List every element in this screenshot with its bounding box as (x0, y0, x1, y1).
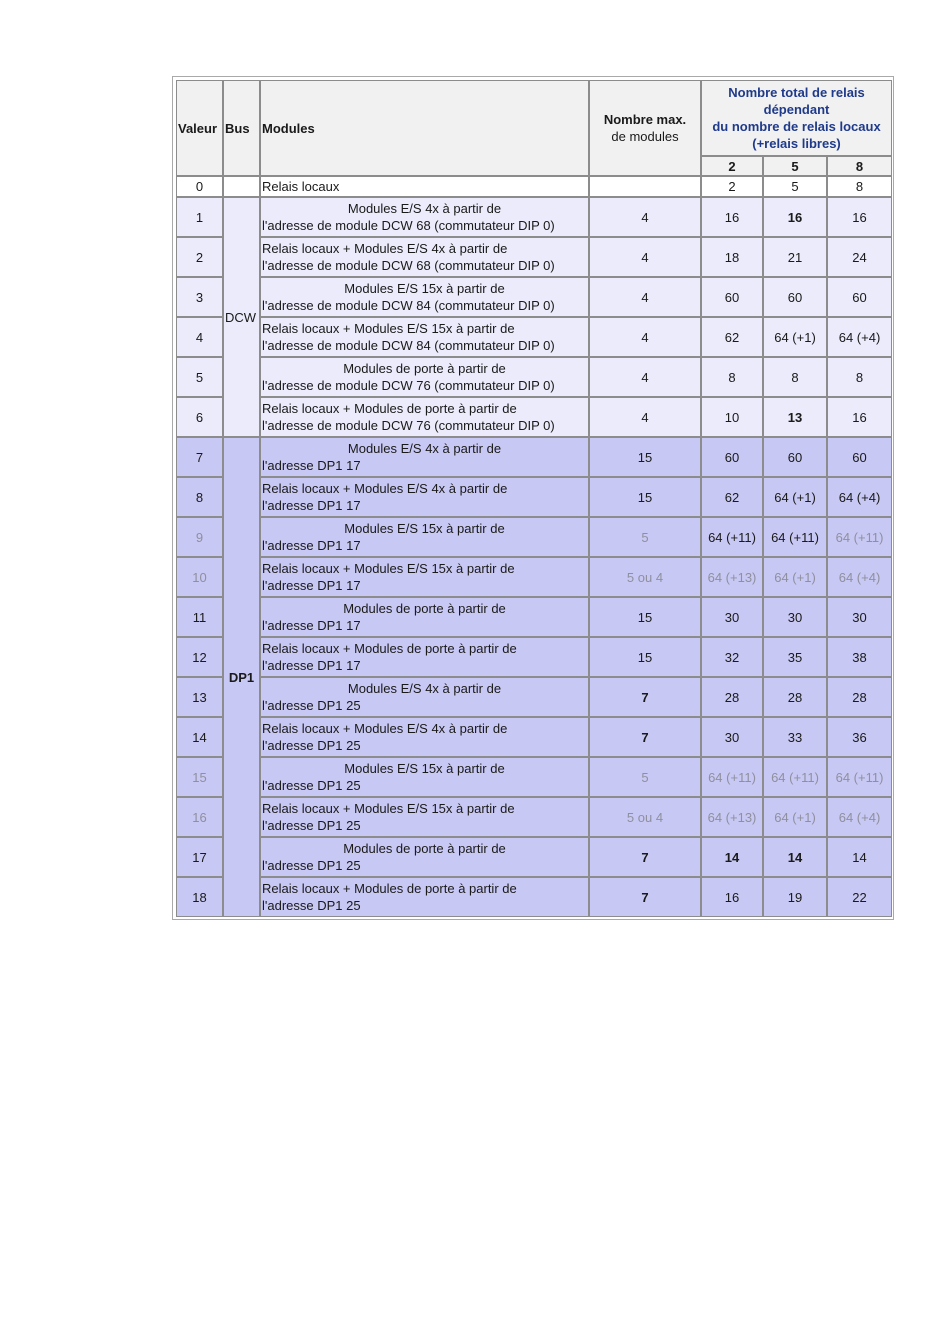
cell-valeur: 12 (176, 637, 223, 677)
header-sub-8: 8 (827, 156, 892, 176)
cell-v5: 21 (763, 237, 827, 277)
cell-v5: 16 (763, 197, 827, 237)
table-row (176, 837, 892, 877)
table-row (176, 597, 892, 637)
cell-v8: 64 (+4) (827, 797, 892, 837)
cell-v5: 64 (+11) (763, 517, 827, 557)
cell-v2: 60 (701, 437, 763, 477)
cell-modules (260, 317, 589, 357)
module-line1: Modules E/S 4x à partir de (347, 681, 502, 696)
header-max-line1: Nombre max. (603, 112, 687, 127)
module-line1: Relais locaux + Modules de porte à partir de (262, 401, 517, 416)
table-row (176, 557, 892, 597)
cell-valeur: 13 (176, 677, 223, 717)
cell-v8: 14 (827, 837, 892, 877)
cell-valeur: 11 (176, 597, 223, 637)
table-row (176, 877, 892, 917)
cell-modules (260, 437, 589, 477)
cell-modules (260, 277, 589, 317)
header-total-line4: (+relais libres) (752, 136, 841, 151)
cell-valeur: 8 (176, 477, 223, 517)
cell-v5: 33 (763, 717, 827, 757)
header-total-line2: dépendant (763, 102, 830, 117)
module-line1: Relais locaux + Modules E/S 15x à partir de (262, 561, 515, 576)
cell-v2: 10 (701, 397, 763, 437)
cell-v5: 19 (763, 877, 827, 917)
module-line2: l'adresse DP1 17 (262, 458, 361, 473)
cell-bus (223, 176, 260, 197)
cell-v5: 60 (763, 437, 827, 477)
table-row (176, 277, 892, 317)
cell-valeur: 14 (176, 717, 223, 757)
module-line1: Modules de porte à partir de (343, 841, 506, 856)
cell-max: 4 (589, 357, 701, 397)
cell-modules (260, 477, 589, 517)
cell-v8: 64 (+4) (827, 557, 892, 597)
header-bus: Bus (223, 80, 260, 176)
cell-v8: 64 (+11) (827, 517, 892, 557)
header-modules: Modules (260, 80, 589, 176)
cell-valeur: 18 (176, 877, 223, 917)
cell-v5: 13 (763, 397, 827, 437)
table-row (176, 357, 892, 397)
cell-v2: 64 (+11) (701, 757, 763, 797)
cell-v5: 64 (+1) (763, 477, 827, 517)
table-row (176, 797, 892, 837)
module-line1: Modules E/S 4x à partir de (347, 441, 502, 456)
cell-modules (260, 837, 589, 877)
module-line2: l'adresse de module DCW 84 (commutateur DIP 0) (262, 298, 555, 313)
cell-modules (260, 757, 589, 797)
module-line2: l'adresse DP1 17 (262, 498, 361, 513)
cell-max: 7 (589, 877, 701, 917)
cell-modules (260, 197, 589, 237)
module-line2: l'adresse DP1 25 (262, 858, 361, 873)
table-row (176, 397, 892, 437)
cell-modules (260, 717, 589, 757)
cell-v8: 16 (827, 197, 892, 237)
header-sub-2: 2 (701, 156, 763, 176)
cell-max: 4 (589, 197, 701, 237)
cell-valeur: 17 (176, 837, 223, 877)
cell-v2: 30 (701, 717, 763, 757)
module-line1: Modules E/S 15x à partir de (344, 281, 505, 296)
cell-v5: 28 (763, 677, 827, 717)
header-valeur: Valeur (176, 80, 223, 176)
cell-v8: 60 (827, 277, 892, 317)
cell-v2: 62 (701, 477, 763, 517)
table-row (176, 717, 892, 757)
cell-modules (260, 797, 589, 837)
header-total-line3: du nombre de relais locaux (712, 119, 881, 134)
cell-max: 5 (589, 517, 701, 557)
cell-v8: 64 (+4) (827, 477, 892, 517)
cell-max: 4 (589, 277, 701, 317)
cell-modules (260, 637, 589, 677)
cell-v8: 36 (827, 717, 892, 757)
cell-v2: 62 (701, 317, 763, 357)
cell-valeur: 0 (176, 176, 223, 197)
cell-v5: 64 (+1) (763, 797, 827, 837)
cell-v2: 8 (701, 357, 763, 397)
cell-modules (260, 597, 589, 637)
table-row (176, 517, 892, 557)
cell-valeur: 5 (176, 357, 223, 397)
cell-v2: 16 (701, 197, 763, 237)
cell-bus-dp1: DP1 (223, 437, 260, 917)
cell-valeur: 16 (176, 797, 223, 837)
cell-v8: 16 (827, 397, 892, 437)
cell-v8: 8 (827, 176, 892, 197)
cell-max: 7 (589, 837, 701, 877)
cell-v2: 16 (701, 877, 763, 917)
cell-modules (260, 517, 589, 557)
cell-v8: 30 (827, 597, 892, 637)
cell-max: 15 (589, 637, 701, 677)
cell-max: 15 (589, 597, 701, 637)
table-row (176, 176, 892, 197)
module-line2: l'adresse DP1 25 (262, 738, 361, 753)
cell-v2: 32 (701, 637, 763, 677)
cell-v2: 30 (701, 597, 763, 637)
cell-modules (260, 397, 589, 437)
table-row (176, 757, 892, 797)
cell-v5: 8 (763, 357, 827, 397)
cell-valeur: 10 (176, 557, 223, 597)
module-line1: Relais locaux + Modules E/S 15x à partir de (262, 801, 515, 816)
cell-modules (260, 557, 589, 597)
cell-v2: 14 (701, 837, 763, 877)
module-line2: l'adresse de module DCW 68 (commutateur DIP 0) (262, 258, 555, 273)
module-line2: l'adresse DP1 17 (262, 578, 361, 593)
cell-v5: 5 (763, 176, 827, 197)
header-max-line2: de modules (611, 129, 679, 144)
cell-max: 4 (589, 397, 701, 437)
cell-v8: 64 (+4) (827, 317, 892, 357)
module-line1: Relais locaux + Modules E/S 4x à partir de (262, 241, 508, 256)
cell-max: 5 ou 4 (589, 557, 701, 597)
cell-modules (260, 237, 589, 277)
cell-valeur: 4 (176, 317, 223, 357)
module-line2: l'adresse DP1 25 (262, 818, 361, 833)
module-line2: l'adresse de module DCW 76 (commutateur DIP 0) (262, 378, 555, 393)
cell-v5: 64 (+1) (763, 557, 827, 597)
table-row (176, 677, 892, 717)
cell-max: 7 (589, 677, 701, 717)
cell-bus-dcw: DCW (223, 197, 260, 437)
table-frame (172, 76, 894, 920)
module-line2: l'adresse de module DCW 84 (commutateur DIP 0) (262, 338, 555, 353)
table-row (176, 237, 892, 277)
module-line1: Relais locaux + Modules E/S 15x à partir de (262, 321, 515, 336)
cell-v5: 60 (763, 277, 827, 317)
cell-v2: 64 (+13) (701, 557, 763, 597)
cell-max: 15 (589, 437, 701, 477)
cell-v8: 64 (+11) (827, 757, 892, 797)
cell-valeur: 9 (176, 517, 223, 557)
cell-v8: 24 (827, 237, 892, 277)
cell-v2: 2 (701, 176, 763, 197)
cell-v8: 22 (827, 877, 892, 917)
module-line1: Modules de porte à partir de (343, 601, 506, 616)
table-row (176, 317, 892, 357)
relay-table (176, 80, 892, 917)
cell-max: 4 (589, 317, 701, 357)
cell-modules (260, 357, 589, 397)
cell-max: 5 (589, 757, 701, 797)
table-row (176, 637, 892, 677)
cell-modules: Relais locaux (260, 176, 589, 197)
module-line2: l'adresse DP1 17 (262, 658, 361, 673)
table-row (176, 197, 892, 237)
header-total-relays (701, 80, 892, 156)
cell-max: 5 ou 4 (589, 797, 701, 837)
module-line2: l'adresse de module DCW 68 (commutateur DIP 0) (262, 218, 555, 233)
cell-max: 15 (589, 477, 701, 517)
cell-v2: 28 (701, 677, 763, 717)
cell-max: 7 (589, 717, 701, 757)
header-max-modules (589, 80, 701, 176)
cell-v5: 30 (763, 597, 827, 637)
module-line1: Relais locaux + Modules de porte à partir de (262, 881, 517, 896)
module-line1: Modules de porte à partir de (343, 361, 506, 376)
cell-valeur: 6 (176, 397, 223, 437)
header-sub-5: 5 (763, 156, 827, 176)
cell-max (589, 176, 701, 197)
module-line2: l'adresse de module DCW 76 (commutateur DIP 0) (262, 418, 555, 433)
module-line1: Relais locaux + Modules E/S 4x à partir de (262, 721, 508, 736)
table-row (176, 437, 892, 477)
module-line2: l'adresse DP1 25 (262, 898, 361, 913)
module-line1: Relais locaux + Modules de porte à partir de (262, 641, 517, 656)
module-line2: l'adresse DP1 17 (262, 538, 361, 553)
cell-v8: 38 (827, 637, 892, 677)
module-line2: l'adresse DP1 17 (262, 618, 361, 633)
cell-v2: 60 (701, 277, 763, 317)
cell-v8: 8 (827, 357, 892, 397)
module-line1: Modules E/S 15x à partir de (344, 761, 505, 776)
cell-modules (260, 677, 589, 717)
cell-v5: 14 (763, 837, 827, 877)
cell-valeur: 3 (176, 277, 223, 317)
table-row (176, 477, 892, 517)
header-total-line1: Nombre total de relais (728, 85, 865, 100)
cell-v2: 18 (701, 237, 763, 277)
cell-modules (260, 877, 589, 917)
cell-v2: 64 (+13) (701, 797, 763, 837)
cell-valeur: 1 (176, 197, 223, 237)
cell-valeur: 15 (176, 757, 223, 797)
cell-v5: 64 (+11) (763, 757, 827, 797)
cell-valeur: 7 (176, 437, 223, 477)
cell-v5: 35 (763, 637, 827, 677)
cell-v8: 60 (827, 437, 892, 477)
module-line1: Relais locaux + Modules E/S 4x à partir de (262, 481, 508, 496)
module-line1: Modules E/S 4x à partir de (347, 201, 502, 216)
cell-v8: 28 (827, 677, 892, 717)
cell-max: 4 (589, 237, 701, 277)
cell-valeur: 2 (176, 237, 223, 277)
module-line2: l'adresse DP1 25 (262, 698, 361, 713)
cell-v2: 64 (+11) (701, 517, 763, 557)
module-line1: Modules E/S 15x à partir de (344, 521, 505, 536)
cell-v5: 64 (+1) (763, 317, 827, 357)
module-line2: l'adresse DP1 25 (262, 778, 361, 793)
